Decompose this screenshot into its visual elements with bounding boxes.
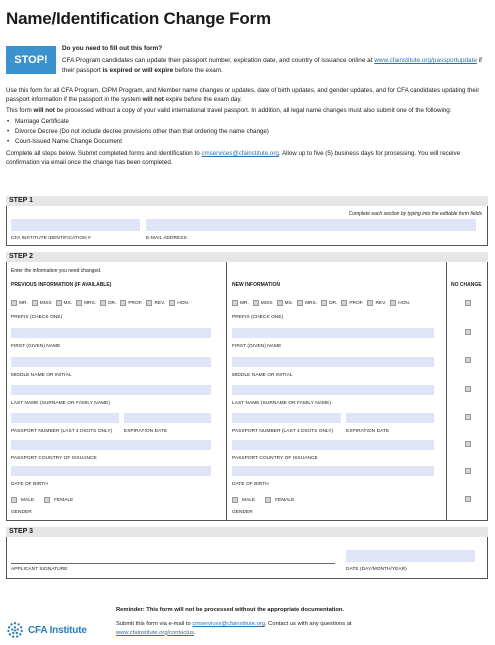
previous-passport-number-input[interactable] — [11, 413, 119, 423]
previous-prefix-label: PROF. — [128, 300, 143, 306]
intro-p3b: . Allow up to five (5) business days for processing. You will receive confirmation via email once the change has been completed. — [6, 150, 461, 166]
new-prefix-options — [232, 299, 414, 307]
new-prefix-checkbox[interactable] — [232, 300, 238, 306]
new-prefix-label: PROF. — [349, 300, 364, 306]
document-list — [6, 117, 488, 147]
intro-p2-bold: will not — [33, 106, 55, 114]
step2-header — [6, 252, 488, 262]
previous-first-name-input[interactable] — [11, 328, 211, 338]
footer-sub-c: . — [193, 629, 196, 636]
new-prefix-label-text: PREFIX (CHECK ONE) — [232, 315, 284, 320]
previous-middle-name-input[interactable] — [11, 357, 211, 367]
intro-p1a: Use this form for all CFA Program, CIPM Program, and Member name changes or updates, date of birth updates, and gender updates, and for CFA candidates updating their passport information if the passport in the system — [6, 87, 480, 103]
new-prefix-checkbox[interactable] — [390, 300, 396, 306]
previous-last-name-input[interactable] — [11, 385, 211, 395]
new-prefix-label: MISS — [260, 300, 273, 306]
intro-p1-bold: will not — [142, 95, 164, 103]
list-item: • Court-Issued Name Change Document — [6, 137, 488, 147]
no-change-checkbox[interactable] — [465, 441, 471, 447]
new-gender-options — [232, 496, 304, 504]
cfa-globe-icon — [6, 621, 24, 639]
previous-prefix-option[interactable] — [76, 300, 96, 306]
new-prefix-label: MR. — [240, 300, 249, 306]
cfa-logo — [6, 621, 87, 639]
new-first-name-label: FIRST (GIVEN) NAME — [232, 344, 282, 349]
previous-prefix-label: DR. — [108, 300, 117, 306]
previous-prefix-checkbox[interactable] — [56, 300, 62, 306]
new-date-of-birth-label: DATE OF BIRTH — [232, 482, 269, 487]
previous-passport-country-label: PASSPORT COUNTRY OF ISSUANCE — [11, 456, 97, 461]
previous-prefix-checkbox[interactable] — [76, 300, 82, 306]
previous-prefix-checkbox[interactable] — [32, 300, 38, 306]
footer-sub-b: . Contact us with any questions at — [264, 621, 352, 627]
no-change-checkbox[interactable] — [465, 496, 471, 502]
intro-section — [6, 87, 488, 170]
new-gender-option[interactable] — [232, 497, 255, 503]
previous-prefix-checkbox[interactable] — [11, 300, 17, 306]
new-prefix-checkbox[interactable] — [297, 300, 303, 306]
previous-gender-checkbox[interactable] — [44, 497, 50, 503]
list-item: • Divorce Decree (Do not include decree provisions other than that ordering the name change) — [6, 127, 488, 137]
footer-sub-a: Submit this form via e-mail to — [116, 621, 191, 627]
previous-passport-number-label: PASSPORT NUMBER (LAST 4 DIGITS ONLY) — [11, 429, 113, 434]
no-change-checkbox[interactable] — [465, 329, 471, 335]
step2-label: STEP 2 — [9, 253, 33, 260]
page-title: Name/Identification Change Form — [6, 9, 271, 28]
intro-p2a: This form — [6, 106, 32, 114]
new-prefix-label: MS. — [284, 300, 294, 306]
new-last-name-input[interactable] — [232, 385, 434, 395]
date-input[interactable] — [346, 550, 475, 562]
previous-gender-option[interactable] — [44, 497, 73, 503]
new-prefix-checkbox[interactable] — [341, 300, 347, 306]
step1-header — [6, 196, 488, 206]
previous-prefix-checkbox[interactable] — [146, 300, 152, 306]
new-info-heading: NEW INFORMATION — [232, 282, 280, 288]
new-last-name-label: LAST NAME (SURNAME OR FAMILY NAME) — [232, 401, 331, 406]
new-gender-label: GENDER — [232, 510, 253, 515]
previous-prefix-label-text: PREFIX (CHECK ONE) — [11, 315, 63, 320]
new-prefix-option[interactable] — [253, 300, 273, 306]
new-prefix-checkbox[interactable] — [321, 300, 327, 306]
new-date-of-birth-input[interactable] — [232, 466, 434, 476]
new-passport-country-input[interactable] — [232, 440, 434, 450]
previous-gender-checkbox[interactable] — [11, 497, 17, 503]
intro-p1b: expire before the exam day. — [165, 95, 242, 103]
stop-notice — [62, 44, 488, 75]
previous-prefix-option[interactable] — [169, 300, 189, 306]
no-change-heading: NO CHANGE — [451, 282, 482, 288]
new-gender-option[interactable] — [265, 497, 294, 503]
previous-prefix-option[interactable] — [32, 300, 52, 306]
intro-p2b: be processed without a copy of your valid international travel passport. In addition, all legal name changes must also submit one of the following: — [56, 106, 452, 114]
intro-p1 — [6, 87, 488, 105]
previous-prefix-label: REV. — [154, 300, 166, 306]
previous-first-name-label: FIRST (GIVEN) NAME — [11, 344, 61, 349]
column-divider — [446, 262, 447, 521]
previous-prefix-checkbox[interactable] — [120, 300, 126, 306]
new-gender-female-label: FEMALE — [275, 497, 295, 503]
previous-expiration-date-label: EXPIRATION DATE — [124, 429, 168, 434]
new-passport-country-label: PASSPORT COUNTRY OF ISSUANCE — [232, 456, 318, 461]
new-prefix-label: MRS. — [305, 300, 318, 306]
stop-text-b: if their passport — [62, 57, 482, 74]
previous-prefix-label: MR. — [19, 300, 28, 306]
cfa-id-label: CFA INSTITUTE IDENTIFICATION # — [11, 236, 91, 241]
new-prefix-option[interactable] — [297, 300, 317, 306]
new-prefix-option[interactable] — [341, 300, 363, 306]
signature-label: APPLICANT SIGNATURE — [11, 567, 68, 572]
no-change-checkbox[interactable] — [465, 300, 471, 306]
column-divider — [226, 262, 227, 521]
stop-badge: STOP! — [6, 46, 56, 74]
list-item: • Marriage Certificate — [6, 117, 488, 127]
step3-header — [6, 527, 488, 537]
previous-date-of-birth-input[interactable] — [11, 466, 211, 476]
new-middle-name-label: MIDDLE NAME OR INITIAL — [232, 373, 293, 378]
step2-instruction: Enter the information you need changed. — [11, 268, 102, 274]
stop-text-c: before the exam. — [174, 66, 223, 74]
new-expiration-date-input[interactable] — [346, 413, 434, 423]
new-gender-male-label: MALE — [242, 497, 256, 503]
new-passport-number-input[interactable] — [232, 413, 341, 423]
intro-p3 — [6, 150, 488, 168]
step3-label: STEP 3 — [9, 528, 33, 535]
previous-prefix-option[interactable] — [56, 300, 73, 306]
stop-question: Do you need to fill out this form? — [62, 45, 163, 52]
date-label: DATE (DAY/MONTH/YEAR) — [346, 567, 407, 572]
previous-prefix-options — [11, 299, 193, 307]
step1-label: STEP 1 — [9, 197, 33, 204]
new-prefix-option[interactable] — [321, 300, 337, 306]
previous-prefix-checkbox[interactable] — [169, 300, 175, 306]
previous-prefix-label: HON. — [177, 300, 190, 306]
new-first-name-input[interactable] — [232, 328, 434, 338]
intro-p2 — [6, 107, 488, 116]
new-prefix-label: DR. — [329, 300, 338, 306]
new-passport-number-label: PASSPORT NUMBER (LAST 4 DIGITS ONLY) — [232, 429, 334, 434]
previous-prefix-option[interactable] — [120, 300, 142, 306]
new-prefix-option[interactable] — [277, 300, 294, 306]
previous-gender-label: GENDER — [11, 510, 32, 515]
no-change-checkbox[interactable] — [465, 414, 471, 420]
new-gender-checkbox[interactable] — [232, 497, 238, 503]
previous-date-of-birth-label: DATE OF BIRTH — [11, 482, 48, 487]
signature-line[interactable] — [11, 563, 335, 564]
previous-middle-name-label: MIDDLE NAME OR INITIAL — [11, 373, 72, 378]
previous-prefix-option[interactable] — [146, 300, 165, 306]
new-gender-checkbox[interactable] — [265, 497, 271, 503]
new-middle-name-input[interactable] — [232, 357, 434, 367]
previous-prefix-label: MISS — [39, 300, 52, 306]
cfa-id-input[interactable] — [11, 219, 140, 231]
previous-prefix-checkbox[interactable] — [100, 300, 106, 306]
step1-note: Complete each section by typing into the editable form fields — [348, 211, 482, 217]
intro-p3a: Complete all steps below. Submit completed forms and identification to — [6, 150, 200, 158]
previous-prefix-option[interactable] — [11, 300, 28, 306]
logo-text: CFA Institute — [28, 624, 87, 636]
new-expiration-date-label: EXPIRATION DATE — [346, 429, 390, 434]
stop-text-a: CFA Program candidates can update their passport number, expiration date, and country of issuance online at — [62, 57, 373, 65]
cmservices-email-link[interactable]: cmservices@cfainstitute.org — [201, 150, 279, 158]
previous-prefix-option[interactable] — [100, 300, 116, 306]
new-prefix-option[interactable] — [390, 300, 410, 306]
previous-gender-option[interactable] — [11, 497, 34, 503]
previous-prefix-label: MRS. — [84, 300, 97, 306]
new-prefix-checkbox[interactable] — [253, 300, 259, 306]
contact-us-link[interactable]: www.cfainstitute.org/contactus — [116, 629, 194, 636]
previous-expiration-date-input[interactable] — [124, 413, 211, 423]
previous-info-heading: PREVIOUS INFORMATION (IF AVAILABLE) — [11, 282, 112, 288]
footer-contact — [116, 620, 416, 637]
stop-text-bold: is expired or will expire — [102, 66, 174, 74]
no-change-checkbox[interactable] — [465, 386, 471, 392]
no-change-checkbox[interactable] — [465, 468, 471, 474]
new-prefix-label: HON. — [398, 300, 411, 306]
new-prefix-option[interactable] — [367, 300, 386, 306]
email-label: E-MAIL ADDRESS — [146, 236, 187, 241]
new-prefix-option[interactable] — [232, 300, 249, 306]
previous-last-name-label: LAST NAME (SURNAME OR FAMILY NAME) — [11, 401, 110, 406]
email-input[interactable] — [146, 219, 476, 231]
footer-reminder: Reminder: This form will not be processed without the appropriate documentation. — [116, 607, 345, 613]
previous-prefix-label: MS. — [63, 300, 73, 306]
footer-email-link[interactable]: cmservices@cfainstitute.org — [192, 621, 265, 627]
previous-passport-country-input[interactable] — [11, 440, 211, 450]
new-prefix-label: REV. — [375, 300, 387, 306]
previous-gender-male-label: MALE — [21, 497, 35, 503]
no-change-checkbox[interactable] — [465, 357, 471, 363]
previous-gender-female-label: FEMALE — [54, 497, 74, 503]
new-prefix-checkbox[interactable] — [277, 300, 283, 306]
passport-update-link[interactable]: www.cfainstitute.org/passportupdate — [374, 57, 477, 65]
new-prefix-checkbox[interactable] — [367, 300, 373, 306]
previous-gender-options — [11, 496, 83, 504]
